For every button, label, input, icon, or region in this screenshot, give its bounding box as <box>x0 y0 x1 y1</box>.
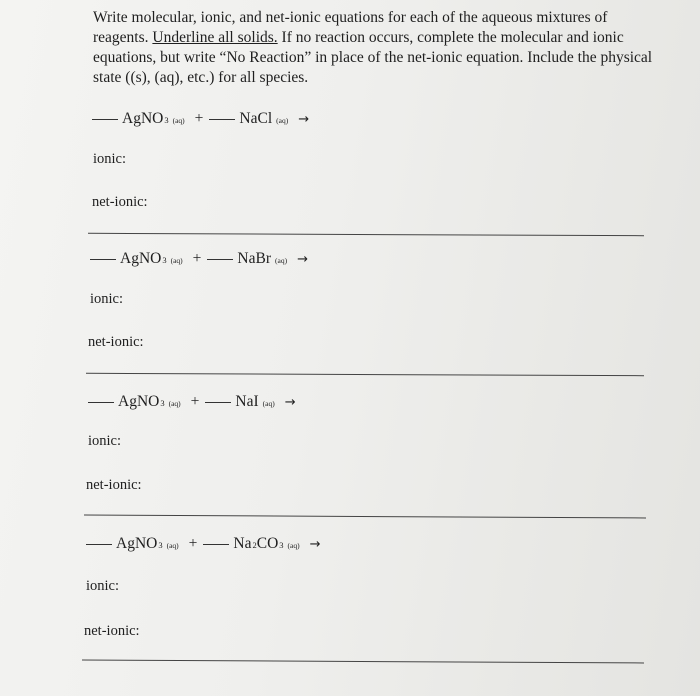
reaction-arrow-icon: → <box>298 112 310 127</box>
coefficient-blank[interactable] <box>205 402 231 403</box>
instructions-text-start: Write molecular, ionic, and net-ionic equations for each of the aqueous mixtures of reagents. <box>93 9 608 46</box>
equation-2 <box>90 250 308 268</box>
instructions-text-end: If no reaction occurs, complete the molecular and ionic equations, but write “No Reaction” in place of the net-ionic equation. Include the physical state ((s), (aq), etc.) for all species. <box>93 29 653 86</box>
ionic-label: ionic: <box>90 291 124 307</box>
net-ionic-label: net-ionic: <box>84 623 140 639</box>
answer-line <box>84 515 646 519</box>
reactant-formula: AgNO <box>118 393 160 410</box>
partner-formula: NaBr <box>237 250 271 267</box>
reactant-state: (aq) <box>170 256 183 265</box>
partner-subscript-2: 3 <box>279 540 284 550</box>
reactant-formula: AgNO <box>116 535 158 552</box>
ionic-label: ionic: <box>93 151 127 167</box>
reactant-state: (aq) <box>172 116 185 125</box>
reactant-subscript: 3 <box>164 115 169 125</box>
coefficient-blank[interactable] <box>92 119 118 120</box>
reaction-arrow-icon: → <box>309 537 321 552</box>
coefficient-blank[interactable] <box>86 544 112 545</box>
partner-state: (aq) <box>262 399 275 408</box>
net-ionic-label: net-ionic: <box>92 194 148 210</box>
reactant-formula: AgNO <box>122 110 164 127</box>
plus-sign: + <box>188 535 198 552</box>
plus-sign: + <box>194 110 204 127</box>
answer-line <box>88 233 644 236</box>
instructions-underlined-text: Underline all solids. <box>152 29 278 46</box>
reaction-arrow-icon: → <box>284 395 296 410</box>
equation-1 <box>92 110 309 128</box>
equation-4 <box>86 535 321 553</box>
coefficient-blank[interactable] <box>209 119 235 120</box>
plus-sign: + <box>190 393 200 410</box>
partner-subscript-1: 2 <box>252 540 257 550</box>
reactant-subscript: 3 <box>162 255 167 265</box>
coefficient-blank[interactable] <box>90 259 116 260</box>
reactant-state: (aq) <box>166 541 179 550</box>
coefficient-blank[interactable] <box>88 402 114 403</box>
reactant-state: (aq) <box>168 399 181 408</box>
ionic-label: ionic: <box>88 433 122 449</box>
reactant-formula: AgNO <box>120 250 162 267</box>
instructions-paragraph <box>93 8 658 88</box>
partner-state: (aq) <box>276 116 289 125</box>
net-ionic-label: net-ionic: <box>86 477 142 493</box>
reactant-subscript: 3 <box>160 398 165 408</box>
partner-formula-part2: CO <box>256 535 279 552</box>
ionic-label: ionic: <box>86 578 120 594</box>
partner-formula: NaCl <box>239 110 273 127</box>
net-ionic-label: net-ionic: <box>88 334 144 350</box>
partner-formula-part1: Na <box>233 535 252 552</box>
reaction-arrow-icon: → <box>297 252 308 267</box>
plus-sign: + <box>192 250 202 267</box>
partner-state: (aq) <box>275 256 288 265</box>
partner-formula: NaI <box>235 393 259 410</box>
partner-state: (aq) <box>287 541 300 550</box>
reactant-subscript: 3 <box>158 540 163 550</box>
coefficient-blank[interactable] <box>207 259 233 260</box>
answer-line <box>82 660 644 664</box>
equation-3 <box>88 393 296 411</box>
answer-line <box>86 373 644 376</box>
coefficient-blank[interactable] <box>203 544 229 545</box>
